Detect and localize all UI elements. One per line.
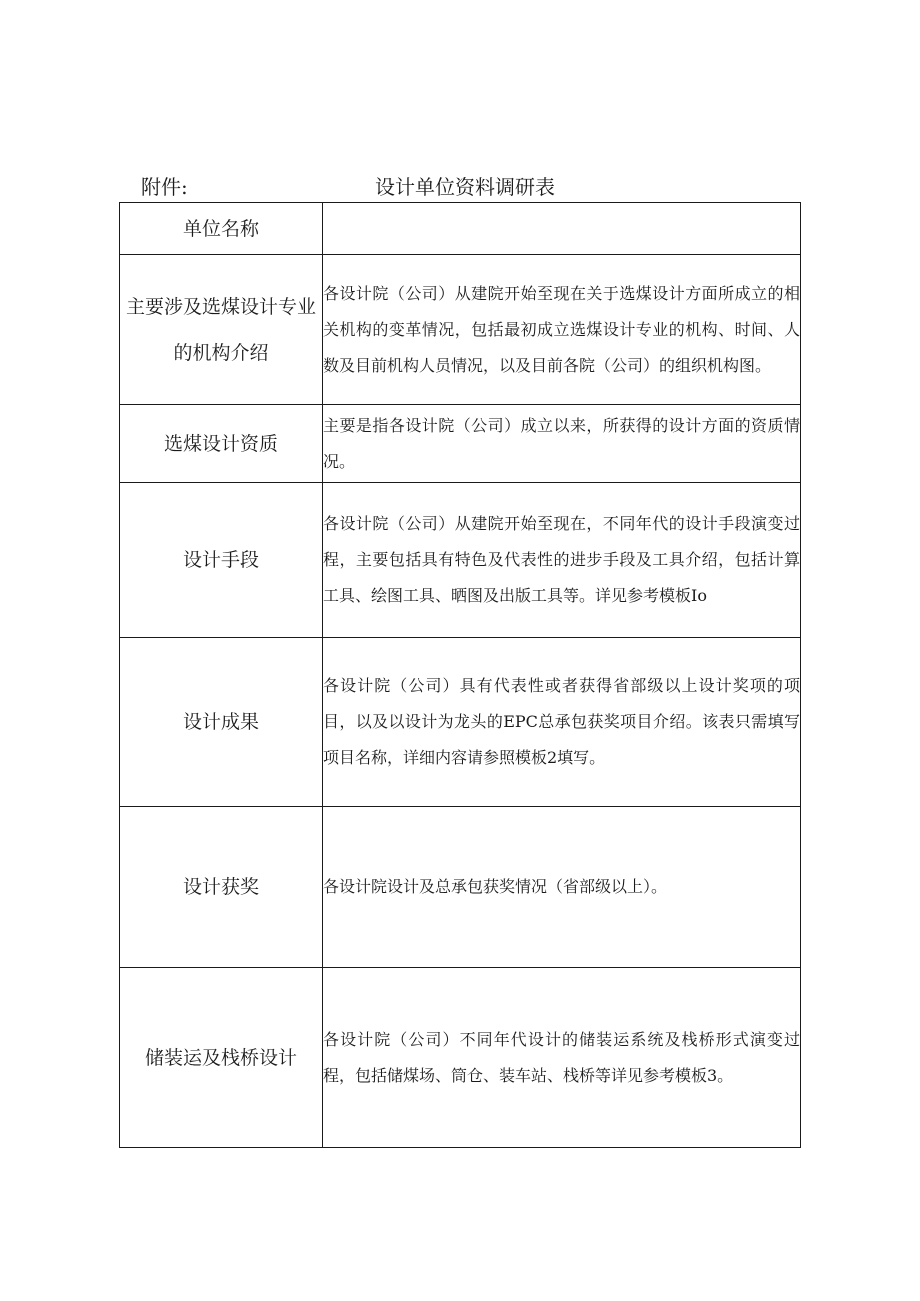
row-label: 选煤设计资质 bbox=[120, 405, 323, 483]
row-description: 主要是指各设计院（公司）成立以来，所获得的设计方面的资质情况。 bbox=[323, 405, 801, 483]
table-row-design-results bbox=[120, 638, 801, 807]
row-description: 各设计院（公司）具有代表性或者获得省部级以上设计奖项的项目，以及以设计为龙头的EPC总承包获奖项目介绍。该表只需填写项目名称，详细内容请参照模板2填写。 bbox=[323, 638, 801, 807]
row-label: 设计获奖 bbox=[120, 807, 323, 968]
unit-name-field[interactable] bbox=[323, 203, 801, 255]
document-title: 设计单位资料调研表 bbox=[375, 175, 555, 199]
table-row-unit-name bbox=[120, 203, 801, 255]
row-description: 各设计院（公司）不同年代设计的储装运系统及栈桥形式演变过程，包括储煤场、筒仓、装车站、栈桥等详见参考模板3。 bbox=[323, 968, 801, 1148]
table-row-qualification bbox=[120, 405, 801, 483]
row-label: 设计手段 bbox=[120, 483, 323, 638]
survey-table bbox=[119, 202, 801, 1148]
attachment-label: 附件: bbox=[141, 175, 188, 199]
table-row-organization bbox=[120, 255, 801, 405]
row-description: 各设计院设计及总承包获奖情况（省部级以上）。 bbox=[323, 807, 801, 968]
table-row-design-awards bbox=[120, 807, 801, 968]
table-row-storage-trestle bbox=[120, 968, 801, 1148]
page-header bbox=[0, 172, 920, 202]
row-description: 各设计院（公司）从建院开始至现在，不同年代的设计手段演变过程，主要包括具有特色及代表性的进步手段及工具介绍，包括计算工具、绘图工具、晒图及出版工具等。详见参考模板Io bbox=[323, 483, 801, 638]
row-description: 各设计院（公司）从建院开始至现在关于选煤设计方面所成立的相关机构的变革情况，包括最初成立选煤设计专业的机构、时间、人数及目前机构人员情况，以及目前各院（公司）的组织机构图。 bbox=[323, 255, 801, 405]
table-row-design-means bbox=[120, 483, 801, 638]
row-label: 储装运及栈桥设计 bbox=[120, 968, 323, 1148]
row-label: 设计成果 bbox=[120, 638, 323, 807]
row-label: 主要涉及选煤设计专业的机构介绍 bbox=[120, 255, 323, 405]
row-label: 单位名称 bbox=[120, 203, 323, 255]
